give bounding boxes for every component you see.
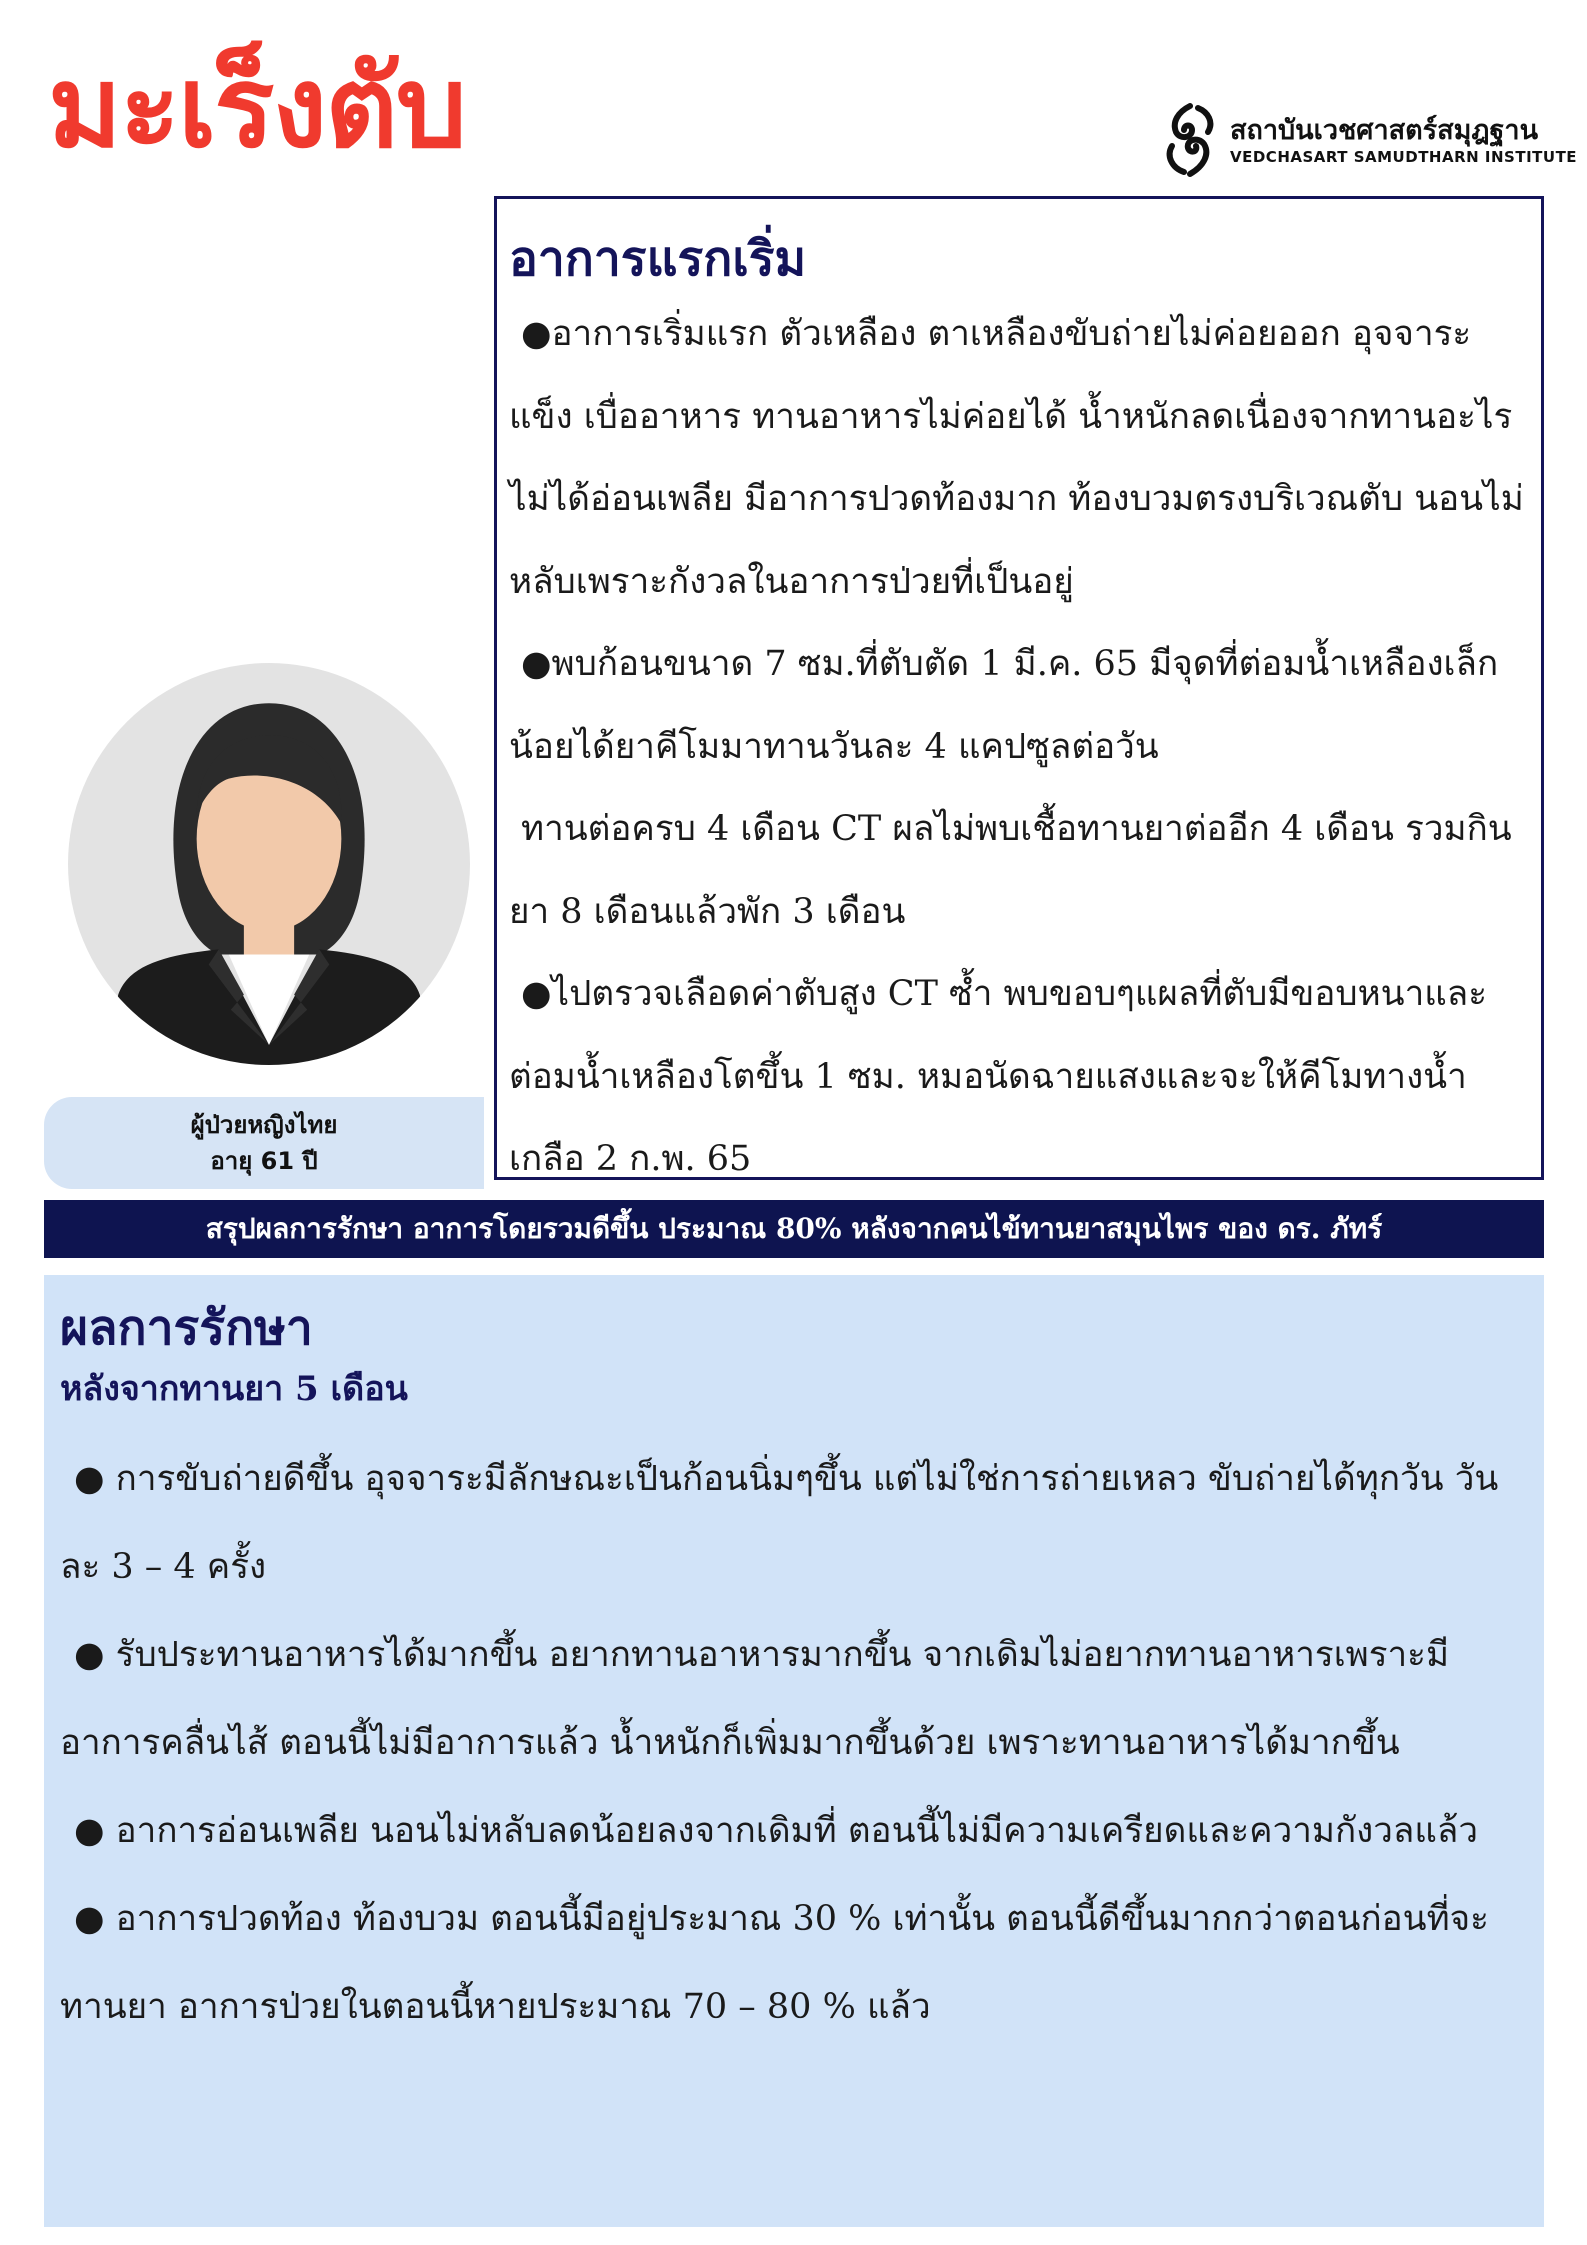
symptom-paragraph: ●ไปตรวจเลือดค่าตับสูง CT ซ้ำ พบขอบๆแผลที่ตับมีขอบหนาและต่อมน้ำเหลืองโตขึ้น 1 ซม. หมอนัดฉายแสงและจะให้คีโมทางน้ำเกลือ 2 ก.พ. 65: [509, 974, 1488, 1179]
symptom-paragraph: ●อาการเริ่มแรก ตัวเหลือง ตาเหลืองขับถ่ายไม่ค่อยออก อุจจาระแข็ง เบื่ออาหาร ทานอาหารไม่ค่อยได้ น้ำหนักลดเนื่องจากทานอะไรไม่ได้อ่อนเพลีย มีอาการปวดท้องมาก ท้องบวมตรงบริเวณตับ นอนไม่หลับเพราะกังวลในอาการป่วยที่เป็นอยู่: [509, 314, 1524, 602]
result-item: ● อาการอ่อนเพลีย นอนไม่หลับลดน้อยลงจากเดิมที่ ตอนนี้ไม่มีความเครียดและความกังวลแล้ว: [74, 1811, 1479, 1851]
treatment-summary-bar: สรุปผลการรักษา อาการโดยรวมดีขึ้น ประมาณ 80% หลังจากคนไข้ทานยาสมุนไพร ของ ดร. ภัทร์: [44, 1200, 1544, 1258]
institute-name-english: VEDCHASART SAMUDTHARN INSTITUTE: [1230, 148, 1578, 166]
treatment-results-heading: ผลการรักษา: [60, 1300, 313, 1356]
patient-info-label: [44, 1097, 484, 1189]
result-item: ● การขับถ่ายดีขึ้น อุจจาระมีลักษณะเป็นก้อนนิ่มๆขึ้น แต่ไม่ใช่การถ่ายเหลว ขับถ่ายได้ทุกวัน วันละ 3 – 4 ครั้ง: [60, 1459, 1499, 1587]
institute-name-thai: สถาบันเวชศาสตร์สมุฎฐาน: [1230, 115, 1539, 146]
treatment-duration: หลังจากทานยา 5 เดือน: [60, 1369, 408, 1409]
result-item: ● อาการปวดท้อง ท้องบวม ตอนนี้มีอยู่ประมาณ 30 % เท่านั้น ตอนนี้ดีขึ้นมากกว่าตอนก่อนที่จะทานยา อาการป่วยในตอนนี้หายประมาณ 70 – 80 % แล้ว: [60, 1899, 1489, 2027]
institute-logo-icon: [1160, 102, 1220, 178]
treatment-results-box: [44, 1275, 1544, 2227]
result-item: ● รับประทานอาหารได้มากขึ้น อยากทานอาหารมากขึ้น จากเดิมไม่อยากทานอาหารเพราะมีอาการคลื่นไส้ ตอนนี้ไม่มีอาการแล้ว น้ำหนักก็เพิ่มมากขึ้นด้วย เพราะทานอาหารได้มากขึ้น: [60, 1635, 1450, 1763]
patient-avatar-icon: [68, 663, 470, 1065]
symptom-paragraph: ทานต่อครบ 4 เดือน CT ผลไม่พบเชื้อทานยาต่ออีก 4 เดือน รวมกินยา 8 เดือนแล้วพัก 3 เดือน: [509, 809, 1512, 932]
initial-symptoms-heading: อาการแรกเริ่ม: [509, 231, 807, 287]
patient-gender-nationality: ผู้ป่วยหญิงไทย: [190, 1111, 338, 1139]
symptom-paragraph: ●พบก้อนขนาด 7 ซม.ที่ตับตัด 1 มี.ค. 65 มีจุดที่ต่อมน้ำเหลืองเล็กน้อยได้ยาคีโมมาทานวันละ 4 แคปซูลต่อวัน: [509, 644, 1499, 767]
institute-logo: [1160, 102, 1578, 180]
patient-age: อายุ 61 ปี: [210, 1147, 318, 1175]
page-title: มะเร็งตับ: [48, 43, 465, 173]
initial-symptoms-box: [494, 196, 1544, 1180]
